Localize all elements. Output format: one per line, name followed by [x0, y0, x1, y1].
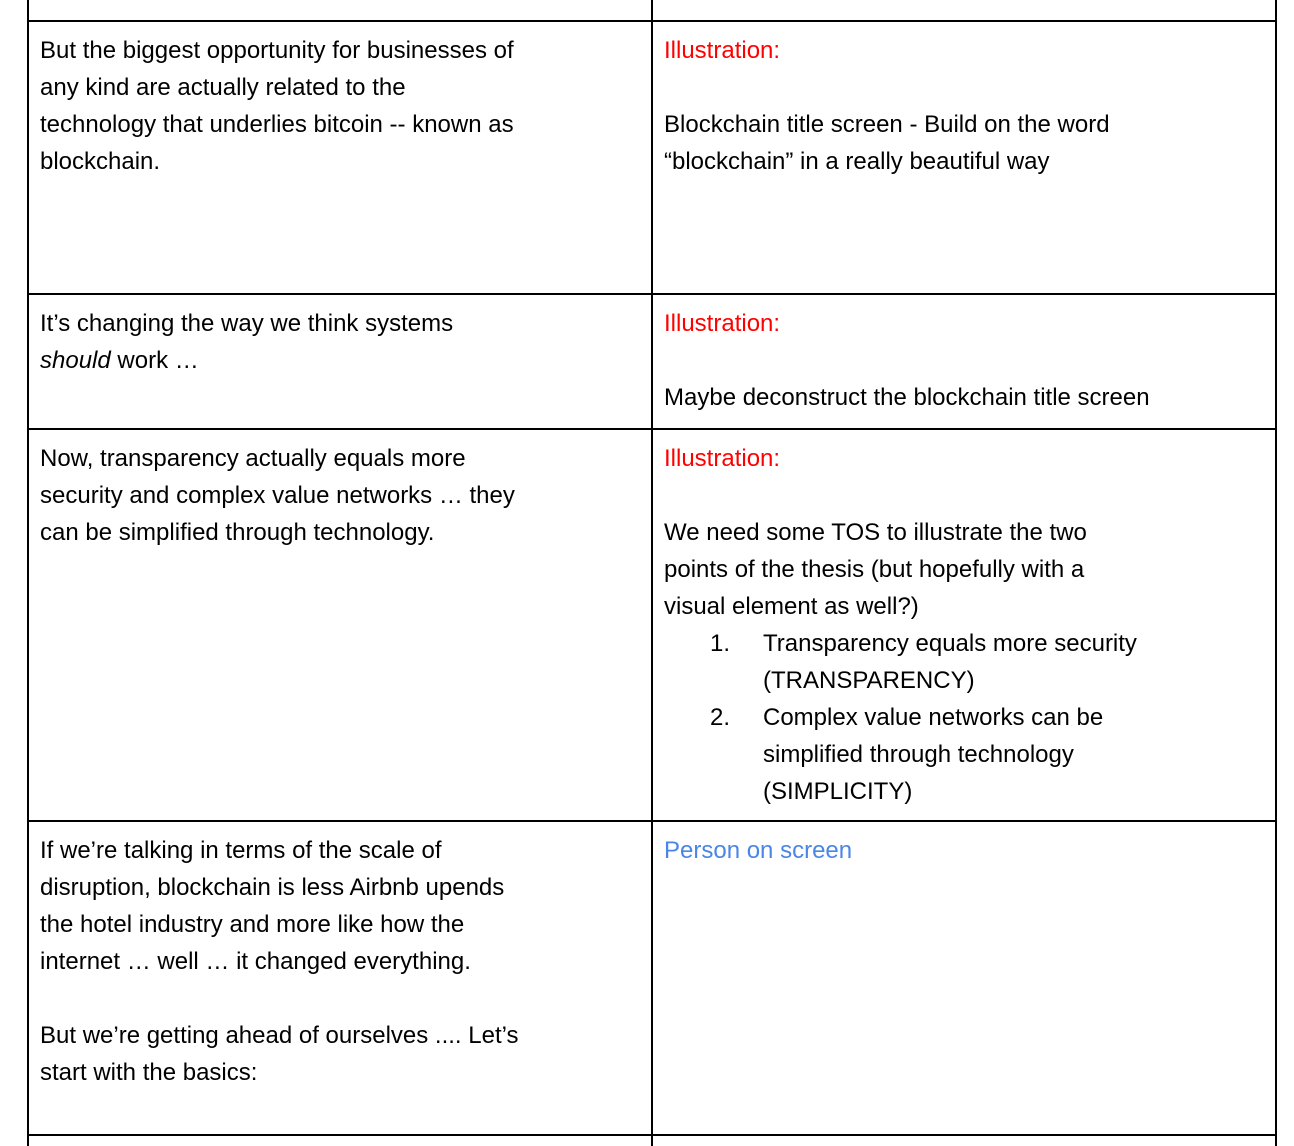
table-row-partial-bottom: [28, 1135, 1276, 1146]
illustration-list: [664, 625, 1263, 810]
empty-line: [664, 477, 1263, 514]
script-italic-word: should: [40, 347, 111, 374]
note-line: “blockchain” in a really beautiful way: [664, 148, 1050, 175]
script-cell-transparency[interactable]: [28, 429, 652, 821]
notes-cell-person-on-screen[interactable]: [652, 821, 1276, 1135]
person-on-screen-label: Person on screen: [664, 837, 853, 864]
script-line: security and complex value networks … they: [40, 482, 515, 509]
script-cell-partial-top[interactable]: [28, 0, 652, 21]
illustration-label: Illustration:: [664, 37, 781, 64]
list-item: [710, 699, 1263, 810]
table-row: [28, 294, 1276, 429]
script-line: But we’re getting ahead of ourselves .... Let’s: [40, 1022, 519, 1049]
script-cell-disruption[interactable]: [28, 821, 652, 1135]
empty-line: [664, 342, 1263, 379]
table-row-partial-top: [28, 0, 1276, 21]
note-line: Maybe deconstruct the blockchain title screen: [664, 384, 1150, 411]
notes-cell-partial-bottom[interactable]: [652, 1135, 1276, 1146]
list-item-text: Complex value networks can be simplified through technology (SIMPLICITY): [763, 704, 1104, 805]
table-row: [28, 821, 1276, 1135]
script-paragraph: [40, 440, 639, 551]
illustration-label: Illustration:: [664, 310, 781, 337]
script-line: Now, transparency actually equals more: [40, 445, 466, 472]
script-line: blockchain.: [40, 148, 161, 175]
script-line: But the biggest opportunity for businesses of: [40, 37, 514, 64]
note-line: points of the thesis (but hopefully with a: [664, 556, 1085, 583]
script-paragraph: [40, 32, 639, 180]
script-table: [27, 0, 1277, 1146]
script-line: work …: [110, 347, 199, 374]
script-cell-blockchain-intro[interactable]: [28, 21, 652, 294]
script-line: any kind are actually related to the: [40, 74, 406, 101]
list-item-text: Transparency equals more security (TRANSPARENCY): [763, 630, 1137, 694]
notes-cell-title-screen[interactable]: [652, 21, 1276, 294]
script-line: technology that underlies bitcoin -- known as: [40, 111, 514, 138]
script-paragraph: [40, 832, 639, 980]
illustration-note: [664, 379, 1263, 416]
note-line: We need some TOS to illustrate the two: [664, 519, 1087, 546]
table-row: [28, 429, 1276, 821]
script-cell-partial-bottom[interactable]: [28, 1135, 652, 1146]
illustration-label: Illustration:: [664, 445, 781, 472]
notes-cell-partial-top[interactable]: [652, 0, 1276, 21]
script-line: the hotel industry and more like how the: [40, 911, 465, 938]
script-line: disruption, blockchain is less Airbnb upends: [40, 874, 505, 901]
illustration-note: [664, 514, 1263, 625]
script-line: It’s changing the way we think systems: [40, 310, 454, 337]
note-line: visual element as well?): [664, 593, 919, 620]
list-item-number: 1.: [710, 630, 731, 657]
empty-line: [664, 69, 1263, 106]
script-paragraph: [40, 1017, 639, 1091]
script-cell-systems[interactable]: [28, 294, 652, 429]
table-row: [28, 21, 1276, 294]
script-line: If we’re talking in terms of the scale of: [40, 837, 442, 864]
script-line: internet … well … it changed everything.: [40, 948, 471, 975]
notes-cell-deconstruct[interactable]: [652, 294, 1276, 429]
script-line: can be simplified through technology.: [40, 519, 435, 546]
notes-cell-tos[interactable]: [652, 429, 1276, 821]
empty-line: [40, 980, 639, 1017]
illustration-note: [664, 106, 1263, 180]
list-item-number: 2.: [710, 704, 731, 731]
list-item: [710, 625, 1263, 699]
script-paragraph: [40, 305, 639, 379]
note-line: Blockchain title screen - Build on the word: [664, 111, 1110, 138]
script-line: start with the basics:: [40, 1059, 258, 1086]
